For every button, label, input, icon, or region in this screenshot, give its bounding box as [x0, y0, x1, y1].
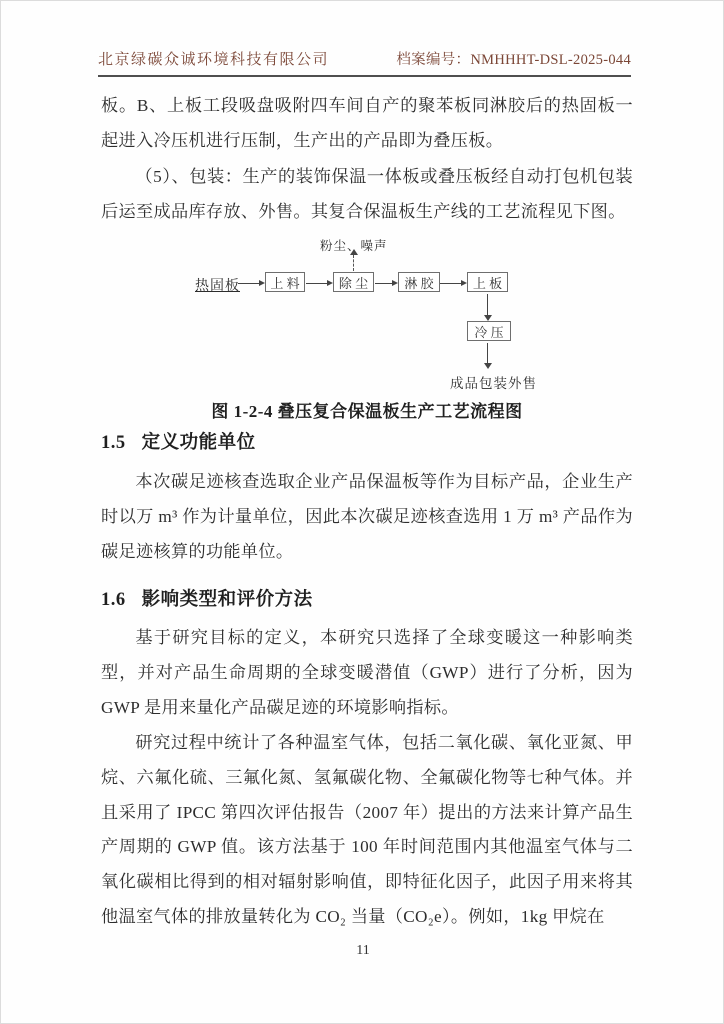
flow-box-board-loading: 上 板	[467, 272, 508, 292]
paragraph-continuation: 板。B、上板工段吸盘吸附四车间自产的聚苯板同淋胶后的热固板一起进入冷压机进行压制，生产出的产品即为叠压板。	[101, 96, 633, 150]
archive-number: 档案编号：NMHHHT-DSL-2025-044	[396, 52, 631, 68]
section-number: 1.6	[101, 590, 126, 610]
paragraph-functional-unit: 本次碳足迹核查选取企业产品保温板等作为目标产品，企业生产时以万 m³ 作为计量单位，因此本次碳足迹核查选用 1 万 m³ 产品作为碳足迹核算的功能单位。	[101, 472, 633, 561]
figure-caption: 图 1-2-4 叠压复合保温板生产工艺流程图	[211, 402, 523, 421]
emission-label: 粉尘、噪声	[320, 239, 388, 253]
flow-arrow	[375, 283, 392, 284]
page-header	[98, 48, 631, 77]
flow-arrow	[440, 283, 461, 284]
section-title: 定义功能单位	[141, 433, 256, 453]
page-number: 11	[356, 943, 370, 958]
flow-arrow-down	[487, 294, 488, 315]
flow-arrow	[306, 283, 327, 284]
flow-output-label: 成品包装外售	[450, 376, 537, 391]
flow-input-label: 热固板	[195, 279, 240, 294]
flow-box-cold-pressing: 冷 压	[467, 321, 511, 341]
flow-arrow-down	[487, 343, 488, 363]
paragraph-packaging: （5）、包装：生产的装饰保温一体板或叠压板经自动打包机包装后运至成品库存放、外售。其复合保温板生产线的工艺流程见下图。	[101, 167, 633, 221]
company-name: 北京绿碳众诚环境科技有限公司	[98, 52, 330, 68]
process-flow-diagram	[96, 234, 641, 389]
paragraph-impact-type: 基于研究目标的定义，本研究只选择了全球变暖这一种影响类型，并对产品生命周期的全球变暖潜值（GWP）进行了分析，因为 GWP 是用来量化产品碳足迹的环境影响指标。	[101, 628, 633, 717]
paragraph-ghg-method: 研究过程中统计了各种温室气体，包括二氧化碳、氧化亚氮、甲烷、六氟化硫、三氟化氮、氢氟碳化物、全氟碳化物等七种气体。并且采用了 IPCC 第四次评估报告（2007 年）提出的方法来计算产品生产周期的 GWP 值。该方法基于 100 年时间范围内其他温室气体与二氧化碳相比得到的相对辐射影响值，即特征化因子，此因子用来将其他温室气体的排放量转化为 CO₂ 当量（CO₂e）。例如，1kg 甲烷在	[101, 733, 633, 926]
section-heading-1-5	[101, 428, 256, 454]
flow-box-loading: 上 料	[265, 272, 305, 292]
flow-box-glue-pouring: 淋 胶	[398, 272, 440, 292]
section-number: 1.5	[101, 433, 126, 453]
flow-arrow	[238, 283, 259, 284]
section-heading-1-6	[101, 585, 313, 611]
dashed-up-arrow	[353, 255, 354, 271]
section-title: 影响类型和评价方法	[141, 590, 313, 610]
flow-box-dedusting: 除 尘	[333, 272, 374, 292]
